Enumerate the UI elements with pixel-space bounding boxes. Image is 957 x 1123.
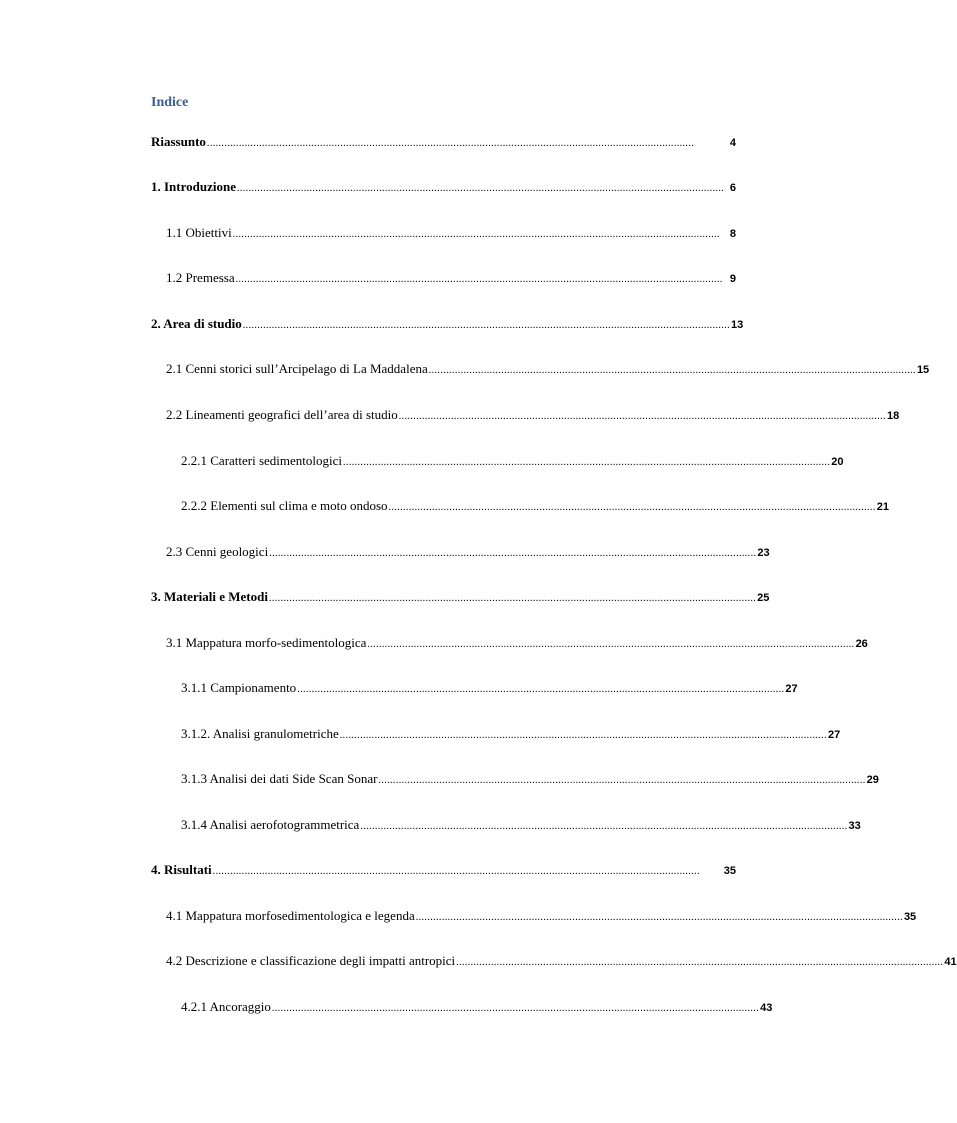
toc-entry-label: 4.1 Mappatura morfosedimentologica e legenda: [166, 908, 415, 923]
toc-dot-leader: ........................................................................................................................................................................: [415, 912, 903, 923]
toc-entry-label: 4. Risultati: [151, 862, 212, 877]
toc-entry-label: 4.2.1 Ancoraggio: [181, 999, 271, 1014]
toc-entry-label: 2.2.2 Elementi sul clima e moto ondoso: [181, 498, 388, 513]
toc-page-number: 6: [729, 182, 736, 194]
toc-page-number: 41: [944, 956, 957, 968]
toc-dot-leader: ........................................................................................................................................................................: [232, 229, 720, 240]
toc-entry[interactable]: [0, 953, 957, 971]
toc-page-number: 20: [831, 456, 844, 468]
toc-dot-leader: ........................................................................................................................................................................: [235, 274, 723, 285]
toc-page-number: 33: [848, 820, 861, 832]
toc-page-number: 18: [886, 410, 900, 422]
toc-entry-label: 3. Materiali e Metodi: [151, 589, 268, 604]
toc-entry-label: 3.1.4 Analisi aerofotogrammetrica: [181, 817, 360, 832]
toc-entry-label: 2.2 Lineamenti geografici dell’area di studio: [166, 407, 398, 422]
toc-entry[interactable]: [0, 407, 900, 425]
toc-entry[interactable]: [0, 817, 861, 835]
toc-page-number: 4: [729, 137, 736, 149]
toc-dot-leader: ........................................................................................................................................................................: [206, 138, 695, 149]
toc-entry[interactable]: [0, 726, 841, 744]
toc-dot-leader: ........................................................................................................................................................................: [378, 775, 866, 786]
toc-entry-label: 1.1 Obiettivi: [166, 225, 232, 240]
toc-dot-leader: ........................................................................................................................................................................: [339, 730, 827, 741]
toc-entry-label: 2. Area di studio: [151, 316, 242, 331]
toc-page-number: 8: [729, 228, 736, 240]
toc-dot-leader: ........................................................................................................................................................................: [388, 502, 876, 513]
toc-dot-leader: ........................................................................................................................................................................: [360, 821, 848, 832]
toc-entry[interactable]: [0, 225, 794, 243]
toc-entry[interactable]: [0, 862, 794, 880]
toc-entry-label: 4.2 Descrizione e classificazione degli impatti antropici: [166, 953, 456, 968]
toc-page-number: 13: [730, 319, 744, 331]
toc-page-number: 27: [785, 683, 798, 695]
toc-page-number: 35: [903, 911, 917, 923]
toc-dot-leader: ........................................................................................................................................................................: [242, 320, 730, 331]
toc-dot-leader: ........................................................................................................................................................................: [268, 593, 757, 604]
toc-dot-leader: ........................................................................................................................................................................: [398, 411, 886, 422]
toc-entry[interactable]: [0, 999, 794, 1017]
toc-dot-leader: ........................................................................................................................................................................: [343, 457, 831, 468]
toc-dot-leader: ........................................................................................................................................................................: [428, 365, 916, 376]
toc-entry[interactable]: [0, 270, 794, 288]
toc-page-number: 21: [876, 501, 889, 513]
toc-entry[interactable]: [0, 544, 794, 562]
toc-title: Indice: [151, 95, 189, 110]
toc-entry-label: 1. Introduzione: [151, 179, 236, 194]
toc-entry-label: 3.1.3 Analisi dei dati Side Scan Sonar: [181, 771, 378, 786]
toc-dot-leader: ........................................................................................................................................................................: [269, 548, 757, 559]
toc-page-number: 43: [760, 1002, 773, 1014]
toc-dot-leader: ........................................................................................................................................................................: [456, 957, 944, 968]
toc-entry-label: 3.1 Mappatura morfo-sedimentologica: [166, 635, 367, 650]
toc-dot-leader: ........................................................................................................................................................................: [367, 639, 855, 650]
toc-page-number: 15: [916, 364, 930, 376]
toc-entry[interactable]: [0, 361, 930, 379]
toc-page-number: 27: [827, 729, 841, 741]
toc-dot-leader: ........................................................................................................................................................................: [212, 866, 700, 877]
toc-entry-label: 2.2.1 Caratteri sedimentologici: [181, 453, 343, 468]
toc-page-number: 23: [757, 547, 770, 559]
toc-page-number: 29: [866, 774, 879, 786]
toc-entry-label: 3.1.1 Campionamento: [181, 680, 297, 695]
toc-page-number: 26: [855, 638, 868, 650]
toc-entry[interactable]: [0, 589, 794, 607]
toc-entry-label: 1.2 Premessa: [166, 270, 235, 285]
toc-entry[interactable]: [0, 316, 794, 334]
toc-entry[interactable]: [0, 179, 794, 197]
toc-dot-leader: ........................................................................................................................................................................: [297, 684, 785, 695]
toc-page-number: 25: [757, 592, 770, 604]
toc-entry[interactable]: [0, 635, 868, 653]
toc-dot-leader: ........................................................................................................................................................................: [237, 183, 725, 194]
toc-entry[interactable]: [0, 908, 917, 926]
toc-entry-label: Riassunto: [151, 134, 206, 149]
toc-entry[interactable]: [0, 498, 889, 516]
toc-entry[interactable]: [0, 680, 798, 698]
toc-entry-label: 2.1 Cenni storici sull’Arcipelago di La Maddalena: [166, 361, 428, 376]
toc-entry-label: 2.3 Cenni geologici: [166, 544, 269, 559]
toc-entry[interactable]: [0, 453, 844, 471]
toc-entry-label: 3.1.2. Analisi granulometriche: [181, 726, 339, 741]
toc-entry[interactable]: [0, 771, 879, 789]
toc-page-number: 35: [723, 865, 736, 877]
toc-dot-leader: ........................................................................................................................................................................: [271, 1003, 760, 1014]
toc-page-number: 9: [729, 273, 736, 285]
toc-entry[interactable]: [0, 134, 794, 152]
